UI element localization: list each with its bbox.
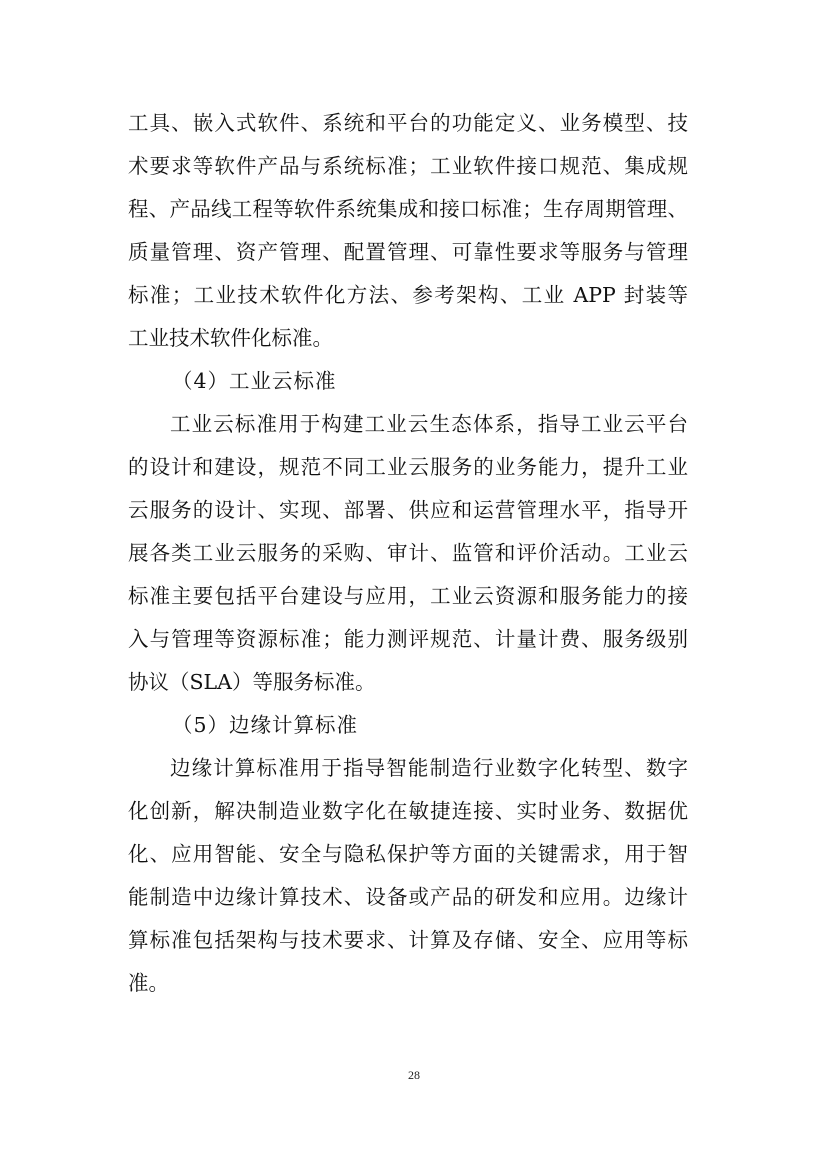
page-number: 28 <box>408 1068 420 1082</box>
text-line: 算标准包括架构与技术要求、计算及存储、安全、应用等标 <box>128 928 688 952</box>
text-line: 标准；工业技术软件化方法、参考架构、工业 APP 封装等 <box>128 283 688 307</box>
text-line: 入与管理等资源标准；能力测评规范、计量计费、服务级别 <box>128 627 688 651</box>
text-line: 工业云标准用于构建工业云生态体系，指导工业云平台 <box>170 412 688 436</box>
text-line: 质量管理、资产管理、配置管理、可靠性要求等服务与管理 <box>128 240 688 264</box>
text-line: 云服务的设计、实现、部署、供应和运营管理水平，指导开 <box>128 498 688 522</box>
text-line: 准。 <box>128 971 169 995</box>
text-line: 展各类工业云服务的采购、审计、监管和评价活动。工业云 <box>128 541 688 565</box>
text-line: 工业技术软件化标准。 <box>128 326 333 350</box>
text-line: 工具、嵌入式软件、系统和平台的功能定义、业务模型、技 <box>128 111 688 135</box>
text-line: 边缘计算标准用于指导智能制造行业数字化转型、数字 <box>170 756 688 780</box>
text-line: 协议（SLA）等服务标准。 <box>128 670 376 694</box>
text-line: 标准主要包括平台建设与应用，工业云资源和服务能力的接 <box>128 584 688 608</box>
text-line: 化创新，解决制造业数字化在敏捷连接、实时业务、数据优 <box>128 799 688 823</box>
text-line: 程、产品线工程等软件系统集成和接口标准；生存周期管理、 <box>128 197 688 221</box>
section-heading: （5）边缘计算标准 <box>172 713 359 737</box>
text-line: 能制造中边缘计算技术、设备或产品的研发和应用。边缘计 <box>128 885 688 909</box>
text-line: 术要求等软件产品与系统标准；工业软件接口规范、集成规 <box>128 154 688 178</box>
text-line: 化、应用智能、安全与隐私保护等方面的关键需求，用于智 <box>128 842 688 866</box>
section-heading: （4）工业云标准 <box>172 369 337 393</box>
text-line: 的设计和建设，规范不同工业云服务的业务能力，提升工业 <box>128 455 688 479</box>
